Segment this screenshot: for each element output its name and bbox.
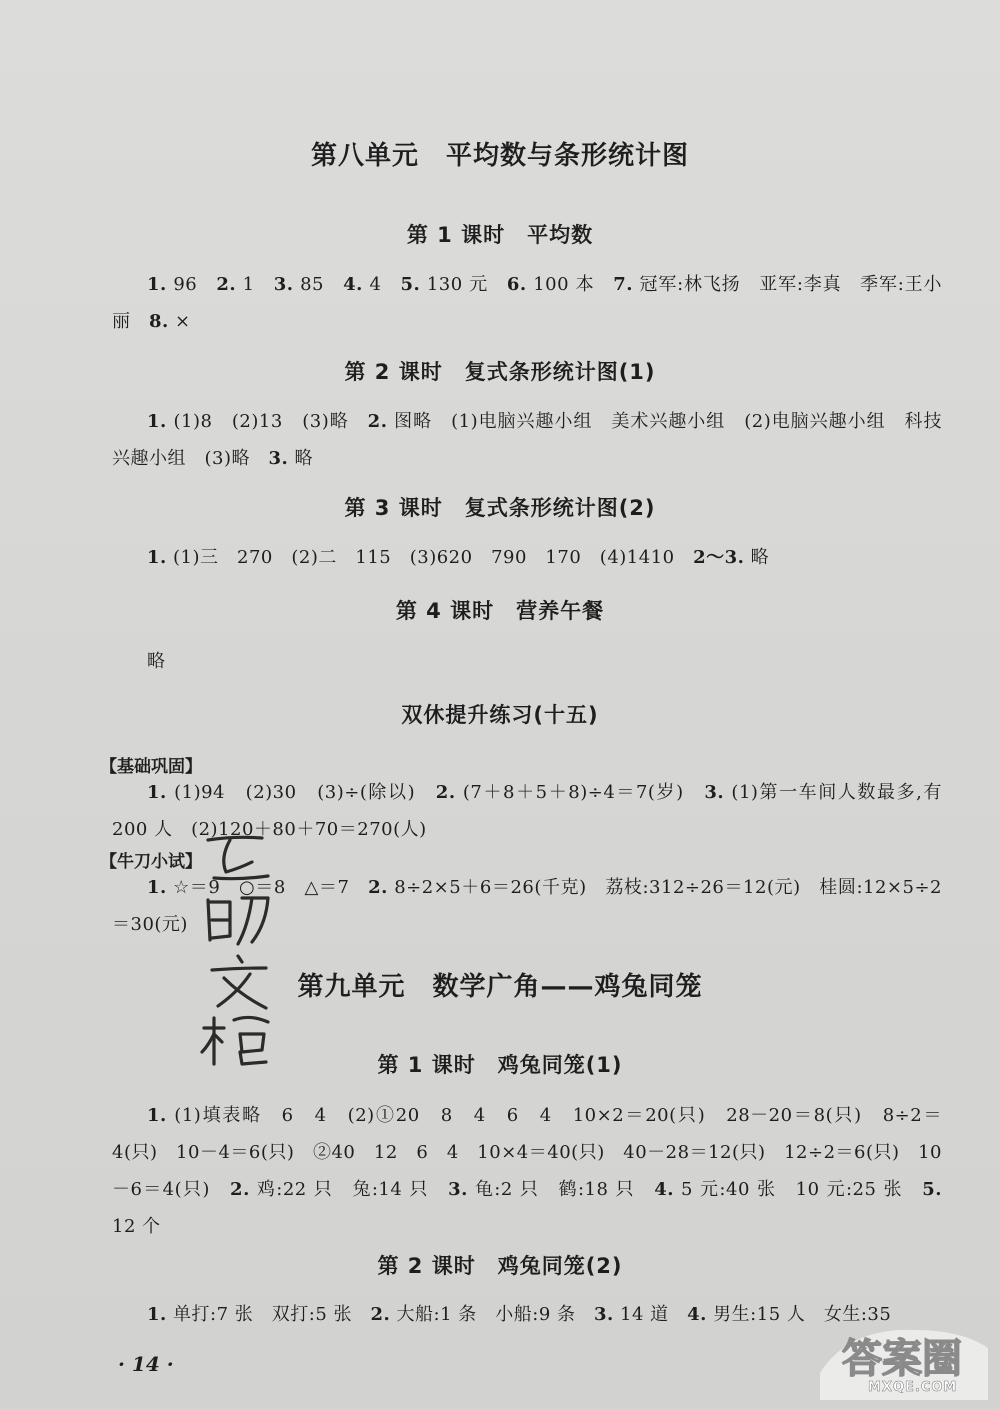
practice15-challenge-answers: 1. ☆＝9 ○＝8 △＝7 2. 8÷2×5＋6＝26(千克) 荔枝:312÷26＝12(元) 桂圆:12×5÷2＝30(元) (112, 877, 942, 935)
unit8-lesson1-title: 第 1 课时 平均数 (406, 223, 594, 247)
challenge-section-label: 【牛刀小试】 (100, 852, 202, 872)
unit8-lesson1-answers: 1. 96 2. 1 3. 85 4. 4 5. 130 元 6. 100 本 7. 冠军:林飞扬 亚军:李真 季军:王小丽 8. × (112, 274, 942, 332)
basic-section-label: 【基础巩固】 (100, 757, 202, 777)
unit9-lesson2-title: 第 2 课时 鸡兔同笼(2) (377, 1254, 623, 1278)
unit8-lesson3-answers: 1. (1)三 270 (2)二 115 (3)620 790 170 (4)1410 2～3. 略 (147, 547, 770, 568)
svg-text:答案圈: 答案圈 (842, 1336, 962, 1382)
unit9-lesson1-answers: 1. (1)填表略 6 4 (2)①20 8 4 6 4 10×2＝20(只) 28－20＝8(只) 8÷2＝4(只) 10－4＝6(只) ②40 12 6 4 10×4＝40(只) 40－28＝12(只) 12÷2＝6(只) 10－6＝4(只) 2. 鸡:22 只 兔:14 只 3. 龟:2 只 鹤:18 只 4. 5 元:40 张 10 元:25 张 5. 12 个 (112, 1105, 943, 1237)
watermark-site: MXQE.COM (868, 1380, 958, 1395)
unit8-lesson3-title: 第 3 课时 复式条形统计图(2) (344, 496, 656, 520)
unit9-lesson2-answers: 1. 单打:7 张 双打:5 张 2. 大船:1 条 小船:9 条 3. 14 道 4. 男生:15 人 女生:35 (147, 1304, 892, 1325)
unit8-lesson4-title: 第 4 课时 营养午餐 (395, 599, 605, 623)
unit9-title: 第九单元 数学广角——鸡兔同笼 (297, 972, 703, 1002)
page-number: · 14 · (118, 1352, 174, 1376)
unit9-lesson1-title: 第 1 课时 鸡兔同笼(1) (377, 1053, 623, 1077)
unit8-lesson2-title: 第 2 课时 复式条形统计图(1) (344, 360, 656, 384)
unit8-lesson4-answer: 略 (147, 651, 166, 672)
practice15-title: 双休提升练习(十五) (401, 703, 599, 727)
practice15-basic-answers: 1. (1)94 (2)30 (3)÷(除以) 2. (7＋8＋5＋8)÷4＝7(岁) 3. (1)第一车间人数最多,有 200 人 (2)120＋80＋70＝270(人) (112, 782, 942, 840)
handwriting-stamp (190, 828, 280, 1068)
unit8-lesson2-answers: 1. (1)8 (2)13 (3)略 2. 图略 (1)电脑兴趣小组 美术兴趣小组 (2)电脑兴趣小组 科技兴趣小组 (3)略 3. 略 (112, 411, 942, 469)
unit8-title: 第八单元 平均数与条形统计图 (310, 141, 689, 171)
